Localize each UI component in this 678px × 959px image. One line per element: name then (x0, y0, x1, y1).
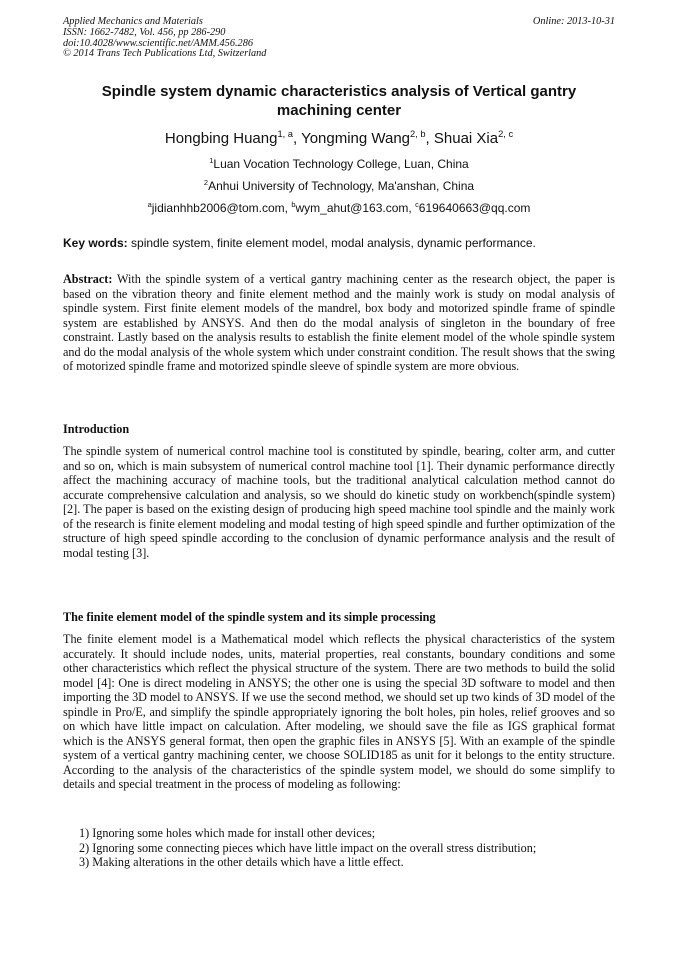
email-link[interactable]: 619640663@qq.com (418, 201, 531, 215)
email-link[interactable]: wym_ahut@163.com, (295, 201, 416, 215)
author-sup: 2, b (410, 129, 426, 139)
email-sup: a (147, 200, 152, 209)
introduction-text: The spindle system of numerical control machine tool is constituted by spindle, bearing, colter arm, and cutter and so on, which is main subsystem of numerical control machine tool [1]. Their dynamic performance directly affect the machining accuracy of machine tools, but the traditional analytical calculation method cannot do accurate comprehensive calculation and analysis, so we should do kinetic study on workbench(spindle system)[2]. The paper is based on the existing design of producing high speed machine tool spindle and the mainly work of the research is finite element modeling and modal testing of high speed spindle and further optimization of the structure of high speed spindle according to the conclusion of dynamic performance analysis and the result of modal testing [3]. (63, 444, 615, 560)
affiliation-sup: 2 (203, 178, 209, 187)
affiliation-sup: 1 (209, 156, 214, 165)
author-sep: , (425, 130, 434, 147)
doi-line: doi:10.4028/www.scientific.net/AMM.456.286 (63, 37, 253, 49)
section-heading-fem: The finite element model of the spindle system and its simple processing (63, 610, 436, 624)
journal-name: Applied Mechanics and Materials (63, 16, 203, 27)
list-item: 3) Making alterations in the other details which have a little effect. (79, 855, 404, 869)
simplification-list (79, 826, 615, 870)
online-date: Online: 2013-10-31 (532, 16, 615, 27)
journal-header (63, 17, 615, 60)
author-name: Hongbing Huang (164, 130, 278, 147)
email-sup: b (291, 200, 296, 209)
author-line (63, 130, 615, 148)
affiliation-2 (63, 179, 615, 193)
affiliation-text: Anhui University of Technology, Ma'anshan, China (208, 179, 475, 193)
list-item: 2) Ignoring some connecting pieces which have little impact on the overall stress distribution; (79, 840, 537, 855)
email-line (63, 201, 615, 215)
author-sup: 2, c (498, 129, 514, 139)
keywords (63, 236, 615, 250)
author-name: Shuai Xia (433, 130, 499, 147)
abstract-text: With the spindle system of a vertical gantry machining center as the research object, the paper is based on the vibration theory and finite element method and the mainly work is study on modal analysis of spindle system. First finite element models of the mandrel, box body and motorized spindle frame of spindle system are established by ANSYS. And then do the modal analysis of singleton in the boundary of free constraint. Lastly based on the analysis results to establish the finite element model of the whole spindle system and do the modal analysis of the whole system which under constraint condition. The result shows that the swing of motorized spindle frame and motorized spindle sleeve of spindle system are more obvious. (63, 272, 615, 373)
issn-line: ISSN: 1662-7482, Vol. 456, pp 286-290 (63, 26, 226, 38)
author-sup: 1, a (277, 129, 293, 139)
copyright-line: © 2014 Trans Tech Publications Ltd, Switzerland (63, 48, 267, 60)
email-sup: c (415, 200, 419, 209)
list-item: 1) Ignoring some holes which made for install other devices; (79, 826, 376, 840)
author-sep: , (292, 130, 302, 147)
affiliation-text: Luan Vocation Technology College, Luan, China (213, 157, 469, 171)
keywords-text: spindle system, finite element model, modal analysis, dynamic performance. (127, 236, 536, 250)
fem-text: The finite element model is a Mathematical model which reflects the physical characteristics of the system accurately. It should include nodes, units, material properties, real constants, boundary conditions and some other characteristics which reflect the physical structure of the system. There are two methods to build the solid model [4]: One is direct modeling in ANSYS; the other one is using the special 3D software to model and then importing the 3D model to ANSYS. If we use the second method, we should set up two kinds of 3D model of the spindle in Pro/E, and simplify the spindle appropriately ignoring the bolt holes, pin holes, relief grooves and so on which have little impact on calculation. After modeling, we should save the file as IGS graphical format which is the ANSYS general format, then open the graphic files in ANSYS [5]. With an example of the spindle system of a vertical gantry machining center, we choose SOLID185 as unit for it belongs to the entity structure. According to the analysis of the characteristics of the spindle system model, we should do some simplify to details and special treatment in the process of modeling as following: (63, 632, 615, 791)
abstract-label: Abstract: (63, 272, 113, 286)
affiliation-1 (63, 157, 615, 171)
author-name: Yongming Wang (301, 130, 411, 147)
keywords-label: Key words: (63, 236, 128, 250)
section-heading-introduction: Introduction (63, 422, 130, 436)
abstract (63, 272, 615, 374)
email-link[interactable]: jidianhhb2006@tom.com, (151, 201, 292, 215)
paper-title: Spindle system dynamic characteristics analysis of Vertical gantry machining center (101, 83, 577, 119)
